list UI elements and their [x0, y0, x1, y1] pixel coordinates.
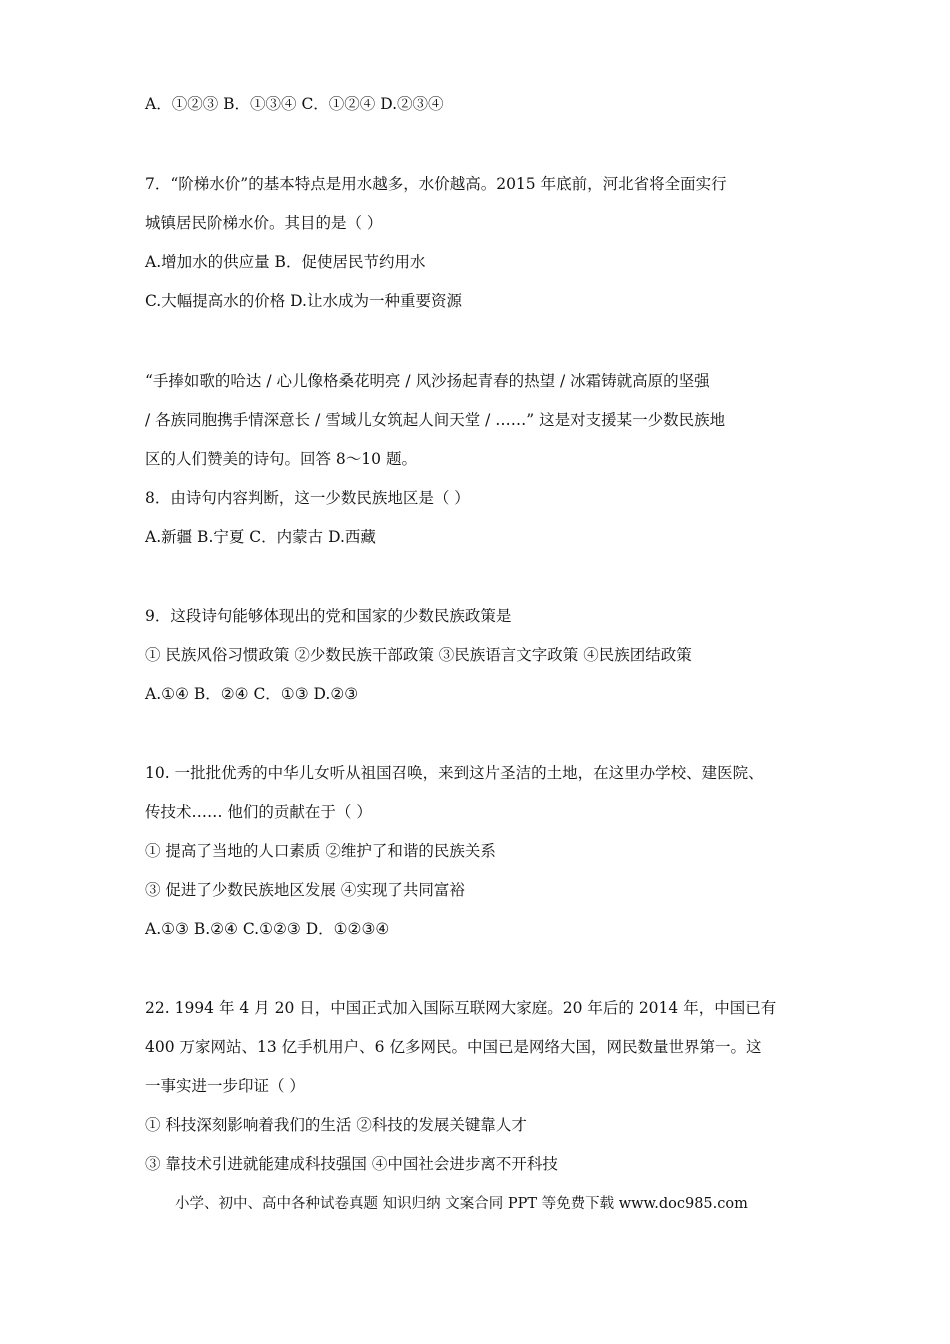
- q10-items-line1: ① 提高了当地的人口素质 ②维护了和谐的民族关系: [145, 842, 496, 860]
- q8-options: A.新疆 B.宁夏 C．内蒙古 D.西藏: [145, 528, 376, 546]
- q9-items: ① 民族风俗习惯政策 ②少数民族干部政策 ③民族语言文字政策 ④民族团结政策: [145, 646, 692, 664]
- q10-stem-line2: 传技术…… 他们的贡献在于（ ）: [145, 803, 372, 821]
- poem-line1: “手捧如歌的哈达 / 心儿像格桑花明亮 / 风沙扬起青春的热望 / 冰霜铸就高原的坚强: [145, 372, 710, 390]
- q22-stem-line2: 400 万家网站、13 亿手机用户、6 亿多网民。中国已是网络大国，网民数量世界第一。这: [145, 1038, 762, 1056]
- q22-stem-line1: 22. 1994 年 4 月 20 日，中国正式加入国际互联网大家庭。20 年后的 2014 年，中国已有: [145, 999, 777, 1017]
- q6-options: A．①②③ B．①③④ C．①②④ D.②③④: [145, 95, 444, 113]
- poem-line2: / 各族同胞携手情深意长 / 雪域儿女筑起人间天堂 / ……” 这是对支援某一少数民族地: [145, 411, 726, 429]
- q10-stem-line1: 10. 一批批优秀的中华儿女听从祖国召唤，来到这片圣洁的土地，在这里办学校、建医院、: [145, 764, 764, 782]
- q8-stem: 8．由诗句内容判断，这一少数民族地区是（ ）: [145, 489, 470, 507]
- q7-stem-line1: 7．“阶梯水价”的基本特点是用水越多，水价越高。2015 年底前，河北省将全面实行: [145, 175, 727, 193]
- q22-items-line2: ③ 靠技术引进就能建成科技强国 ④中国社会进步离不开科技: [145, 1155, 558, 1173]
- q22-stem-line3: 一事实进一步印证（ ）: [145, 1077, 305, 1095]
- q9-options: A.①④ B．②④ C．①③ D.②③: [145, 685, 359, 703]
- q10-items-line2: ③ 促进了少数民族地区发展 ④实现了共同富裕: [145, 881, 465, 899]
- q9-stem: 9．这段诗句能够体现出的党和国家的少数民族政策是: [145, 607, 512, 625]
- poem-line3: 区的人们赞美的诗句。回答 8～10 题。: [145, 450, 417, 468]
- q7-options-line1: A.增加水的供应量 B．促使居民节约用水: [145, 253, 426, 271]
- q22-items-line1: ① 科技深刻影响着我们的生活 ②科技的发展关键靠人才: [145, 1116, 527, 1134]
- q7-options-line2: C.大幅提高水的价格 D.让水成为一种重要资源: [145, 292, 462, 310]
- q7-stem-line2: 城镇居民阶梯水价。其目的是（ ）: [145, 214, 383, 232]
- q10-options: A.①③ B.②④ C.①②③ D．①②③④: [145, 920, 390, 938]
- page-footer: 小学、初中、高中各种试卷真题 知识归纳 文案合同 PPT 等免费下载 www.doc985.com: [175, 1196, 748, 1212]
